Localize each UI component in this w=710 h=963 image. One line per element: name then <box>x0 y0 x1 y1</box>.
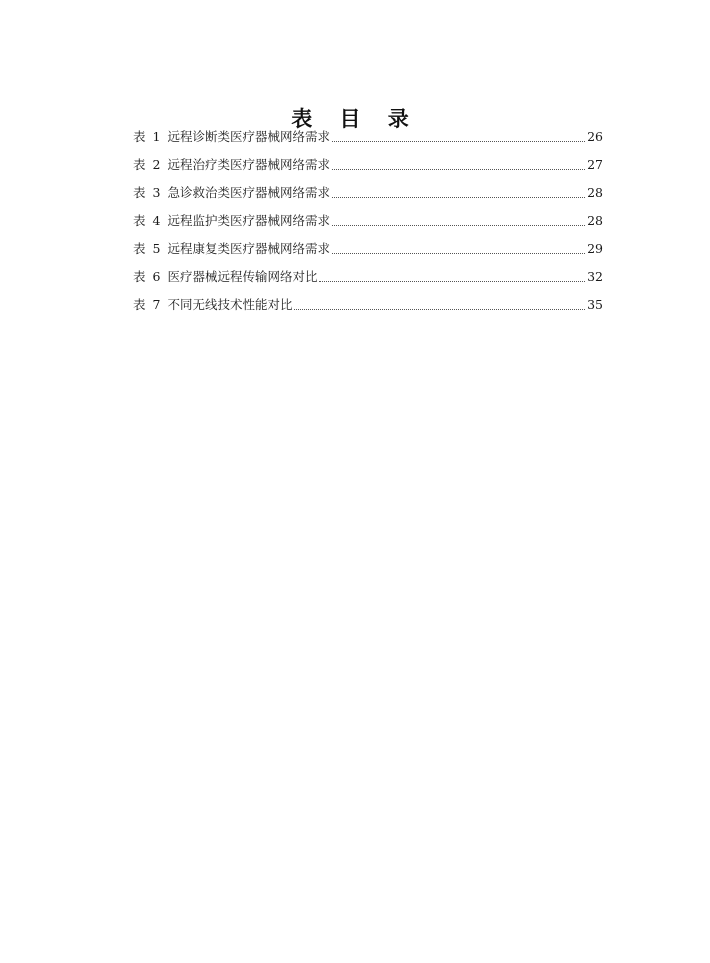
toc-entry-prefix: 表 <box>133 241 146 256</box>
toc-entry-number: 1 <box>152 129 161 144</box>
toc-entry-prefix: 表 <box>133 185 146 200</box>
toc-entry-page: 35 <box>587 297 603 312</box>
toc-entry-label: 远程监护类医疗器械网络需求 <box>167 213 330 228</box>
toc-entry-7[interactable] <box>133 295 603 323</box>
toc-entry-number: 5 <box>152 241 161 256</box>
toc-entry-6[interactable] <box>133 267 603 295</box>
toc-entry-prefix: 表 <box>133 157 146 172</box>
toc-entry-number: 2 <box>152 157 161 172</box>
toc-entry-number: 4 <box>152 213 161 228</box>
toc-entry-page: 26 <box>587 129 603 144</box>
toc-entry-number: 7 <box>152 297 161 312</box>
toc-entry-page: 28 <box>587 185 603 200</box>
toc-entry-page: 32 <box>587 269 603 284</box>
toc-entry-page: 29 <box>587 241 603 256</box>
toc-entry-prefix: 表 <box>133 297 146 312</box>
toc-entry-number: 3 <box>152 185 161 200</box>
table-of-contents <box>133 127 603 323</box>
dot-leader <box>319 270 585 282</box>
toc-entry-label: 不同无线技术性能对比 <box>167 297 293 312</box>
page-title: 表 目 录 <box>291 107 419 132</box>
toc-entry-4[interactable] <box>133 211 603 239</box>
dot-leader <box>294 298 585 310</box>
dot-leader <box>332 242 585 254</box>
dot-leader <box>332 158 585 170</box>
toc-entry-5[interactable] <box>133 239 603 267</box>
toc-entry-1[interactable] <box>133 127 603 155</box>
toc-entry-label: 远程治疗类医疗器械网络需求 <box>167 157 330 172</box>
toc-entry-label: 急诊救治类医疗器械网络需求 <box>167 185 330 200</box>
toc-entry-page: 27 <box>587 157 603 172</box>
toc-entry-page: 28 <box>587 213 603 228</box>
dot-leader <box>332 214 585 226</box>
dot-leader <box>332 186 585 198</box>
dot-leader <box>332 130 585 142</box>
toc-entry-label: 远程康复类医疗器械网络需求 <box>167 241 330 256</box>
toc-entry-label: 远程诊断类医疗器械网络需求 <box>167 129 330 144</box>
toc-entry-2[interactable] <box>133 155 603 183</box>
toc-entry-prefix: 表 <box>133 129 146 144</box>
toc-entry-prefix: 表 <box>133 213 146 228</box>
toc-entry-3[interactable] <box>133 183 603 211</box>
toc-entry-label: 医疗器械远程传输网络对比 <box>167 269 318 284</box>
toc-entry-number: 6 <box>152 269 161 284</box>
toc-entry-prefix: 表 <box>133 269 146 284</box>
